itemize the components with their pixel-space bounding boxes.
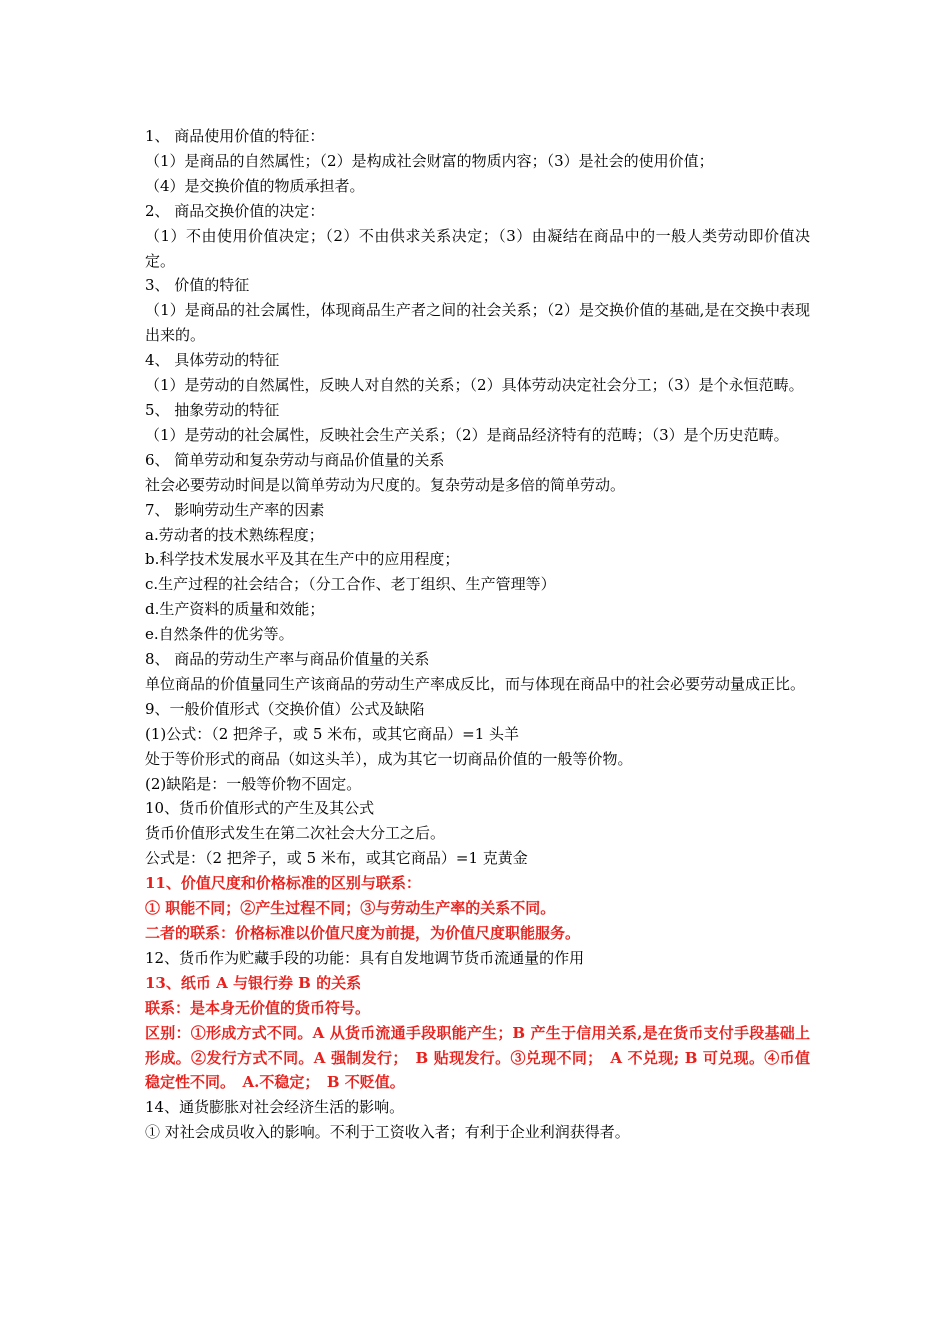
heading-1: 1、 商品使用价值的特征： [145,127,325,145]
list-item-7c: c.生产过程的社会结合；（分工合作、老丁组织、生产管理等） [145,575,556,594]
paragraph-9a: (1)公式：（2 把斧子，或 5 米布，或其它商品）=1 头羊 [145,724,520,743]
list-item-7e: e.自然条件的优劣等。 [145,625,294,644]
paragraph-4: （1）是劳动的自然属性，反映人对自然的关系；（2）具体劳动决定社会分工；（3）是个永恒范畴。 [145,376,804,395]
paragraph-13b: 区别：①形成方式不同。A 从货币流通手段职能产生；B 产生于信用关系,是在货币支付手段基础上形成。②发行方式不同。A 强制发行； B 贴现发行。③兑现不同； A 不兑现; B 可兑现。④币值稳定性不同。 A.不稳定； B 不贬值。 [145,1023,810,1092]
heading-4: 4、 具体劳动的特征 [145,351,280,370]
heading-10: 10、货币价值形式的产生及其公式 [145,799,375,818]
heading-8: 8、 商品的劳动生产率与商品价值量的关系 [145,650,430,669]
heading-5: 5、 抽象劳动的特征 [145,400,280,419]
heading-11: 11、价值尺度和价格标准的区别与联系： [145,874,421,893]
list-item-7a: a.劳动者的技术熟练程度； [145,525,324,544]
paragraph-1a: （1）是商品的自然属性；（2）是构成社会财富的物质内容；（3）是社会的使用价值； [145,151,714,170]
paragraph-8: 单位商品的价值量同生产该商品的劳动生产率成反比，而与体现在商品中的社会必要劳动量成正比。 [145,674,806,693]
heading-3: 3、 价值的特征 [145,276,250,295]
paragraph-10a: 货币价值形式发生在第二次社会大分工之后。 [145,824,446,843]
heading-6: 6、 简单劳动和复杂劳动与商品价值量的关系 [145,450,445,469]
paragraph-13a: 联系：是本身无价值的货币符号。 [145,998,371,1017]
paragraph-2: （1）不由使用价值决定；（2）不由供求关系决定；（3）由凝结在商品中的一般人类劳动即价值决定。 [145,226,810,270]
paragraph-5: （1）是劳动的社会属性，反映社会生产关系；（2）是商品经济特有的范畴；（3）是个历史范畴。 [145,425,789,444]
paragraph-3: （1）是商品的社会属性，体现商品生产者之间的社会关系；（2）是交换价值的基础,是在交换中表现出来的。 [145,301,810,345]
paragraph-10b: 公式是：（2 把斧子，或 5 米布，或其它商品）=1 克黄金 [145,849,528,868]
list-item-7b: b.科学技术发展水平及其在生产中的应用程度； [145,550,460,569]
paragraph-14: ① 对社会成员收入的影响。不利于工资收入者；有利于企业利润获得者。 [145,1123,630,1142]
paragraph-6: 社会必要劳动时间是以简单劳动为尺度的。复杂劳动是多倍的简单劳动。 [145,475,626,494]
list-item-7d: d.生产资料的质量和效能； [145,600,325,619]
heading-14: 14、通货膨胀对社会经济生活的影响。 [145,1098,405,1117]
paragraph-9c: (2)缺陷是：一般等价物不固定。 [145,774,362,793]
paragraph-1b: （4）是交换价值的物质承担者。 [145,176,365,195]
heading-9: 9、一般价值形式（交换价值）公式及缺陷 [145,699,425,718]
document-body [145,124,810,1145]
paragraph-11b: 二者的联系：价格标准以价值尺度为前提，为价值尺度职能服务。 [145,924,581,942]
heading-12: 12、货币作为贮藏手段的功能：具有自发地调节货币流通量的作用 [145,948,585,967]
paragraph-9b: 处于等价形式的商品（如这头羊），成为其它一切商品价值的一般等价物。 [145,749,633,768]
heading-2: 2、 商品交换价值的决定： [145,201,325,220]
heading-13: 13、纸币 A 与银行券 B 的关系 [145,973,362,992]
heading-7: 7、 影响劳动生产率的因素 [145,500,325,519]
paragraph-11a: ① 职能不同；②产生过程不同；③与劳动生产率的关系不同。 [145,899,556,918]
